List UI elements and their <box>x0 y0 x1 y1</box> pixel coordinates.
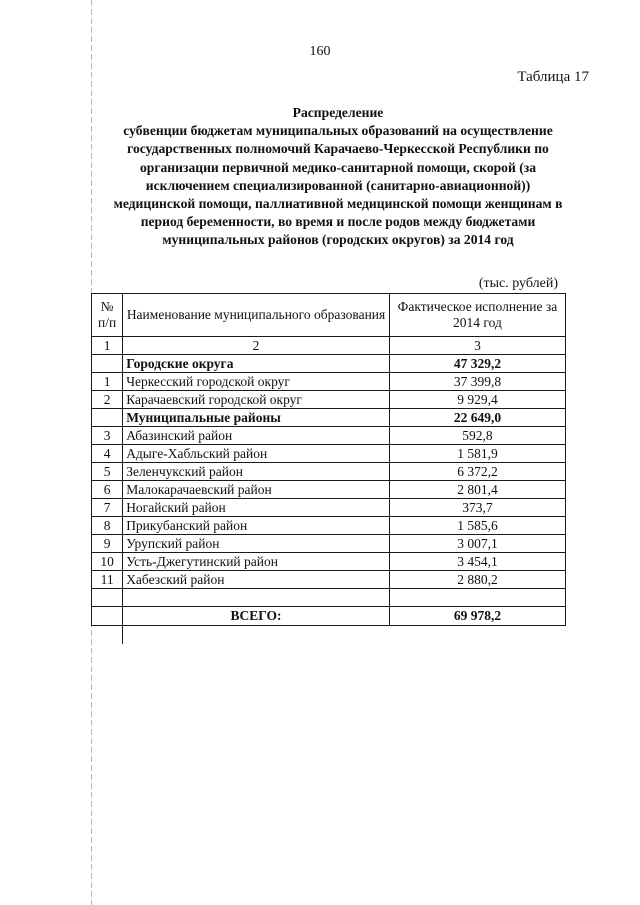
table-row <box>92 373 566 391</box>
row-name: Карачаевский городской округ <box>123 391 390 409</box>
table-row-group <box>92 355 566 373</box>
row-num <box>92 409 123 427</box>
blank-cell <box>123 626 390 645</box>
row-num <box>92 355 123 373</box>
table-header-row <box>92 294 566 337</box>
row-value: 3 007,1 <box>389 535 565 553</box>
title-line: исключением специализированной (санитарно-авиационной)) <box>145 177 531 193</box>
table-row <box>92 481 566 499</box>
row-name: Хабезский район <box>123 571 390 589</box>
row-value: 2 801,4 <box>389 481 565 499</box>
row-name: Адыге-Хабльский район <box>123 445 390 463</box>
header-value: Фактическое исполнение за 2014 год <box>389 294 565 337</box>
total-value: 69 978,2 <box>389 607 565 626</box>
row-value: 47 329,2 <box>389 355 565 373</box>
column-index: 1 <box>92 337 123 355</box>
row-num: 8 <box>92 517 123 535</box>
title-line: Распределение <box>292 105 384 120</box>
blank-cell <box>92 589 123 607</box>
row-name: Зеленчукский район <box>123 463 390 481</box>
blank-cell <box>389 626 565 645</box>
row-num: 7 <box>92 499 123 517</box>
page-number: 160 <box>309 44 331 59</box>
row-value: 2 880,2 <box>389 571 565 589</box>
table-row <box>92 463 566 481</box>
row-name: Урупский район <box>123 535 390 553</box>
total-row <box>92 607 566 626</box>
blank-cell <box>92 626 123 645</box>
table-row <box>92 535 566 553</box>
total-label: ВСЕГО: <box>123 607 390 626</box>
table-row <box>92 391 566 409</box>
column-index: 3 <box>389 337 565 355</box>
row-name: Усть-Джегутинский район <box>123 553 390 571</box>
row-value: 1 581,9 <box>389 445 565 463</box>
table-row <box>92 427 566 445</box>
table-row <box>92 445 566 463</box>
blank-cell <box>389 589 565 607</box>
table-number: Таблица 17 <box>517 69 589 85</box>
table-row <box>92 517 566 535</box>
title-line: медицинской помощи, паллиативной медицинской помощи женщинам в <box>113 196 563 212</box>
units-label: (тыс. рублей) <box>478 276 558 291</box>
table-row <box>92 499 566 517</box>
column-index-row <box>92 337 566 355</box>
distribution-table <box>91 293 566 644</box>
row-value: 37 399,8 <box>389 373 565 391</box>
column-index: 2 <box>123 337 390 355</box>
row-value: 373,7 <box>389 499 565 517</box>
row-name: Черкесский городской округ <box>123 373 390 391</box>
row-value: 3 454,1 <box>389 553 565 571</box>
table-row <box>92 553 566 571</box>
row-name: Муниципальные районы <box>123 409 390 427</box>
header-num: № п/п <box>92 294 123 337</box>
document-title <box>88 104 588 250</box>
blank-row <box>92 626 566 645</box>
table-row <box>92 571 566 589</box>
row-name: Городские округа <box>123 355 390 373</box>
title-line: муниципальных районов (городских округов) за 2014 год <box>162 232 514 248</box>
row-name: Малокарачаевский район <box>123 481 390 499</box>
title-line: организации первичной медико-санитарной помощи, скорой (за <box>139 159 536 175</box>
title-line: субвенции бюджетам муниципальных образований на осуществление <box>123 123 553 139</box>
row-value: 1 585,6 <box>389 517 565 535</box>
row-name: Ногайский район <box>123 499 390 517</box>
row-name: Прикубанский район <box>123 517 390 535</box>
row-num: 2 <box>92 391 123 409</box>
row-num: 10 <box>92 553 123 571</box>
row-value: 9 929,4 <box>389 391 565 409</box>
table-row-group <box>92 409 566 427</box>
title-line: государственных полномочий Карачаево-Черкесской Республики по <box>127 141 549 157</box>
row-value: 592,8 <box>389 427 565 445</box>
row-num: 1 <box>92 373 123 391</box>
row-value: 22 649,0 <box>389 409 565 427</box>
row-num: 6 <box>92 481 123 499</box>
header-name: Наименование муниципального образования <box>123 294 390 337</box>
row-num: 4 <box>92 445 123 463</box>
blank-cell <box>123 589 390 607</box>
row-value: 6 372,2 <box>389 463 565 481</box>
blank-cell <box>92 607 123 626</box>
row-num: 5 <box>92 463 123 481</box>
row-num: 3 <box>92 427 123 445</box>
blank-row <box>92 589 566 607</box>
title-line: период беременности, во время и после родов между бюджетами <box>140 214 536 230</box>
row-num: 9 <box>92 535 123 553</box>
row-name: Абазинский район <box>123 427 390 445</box>
row-num: 11 <box>92 571 123 589</box>
